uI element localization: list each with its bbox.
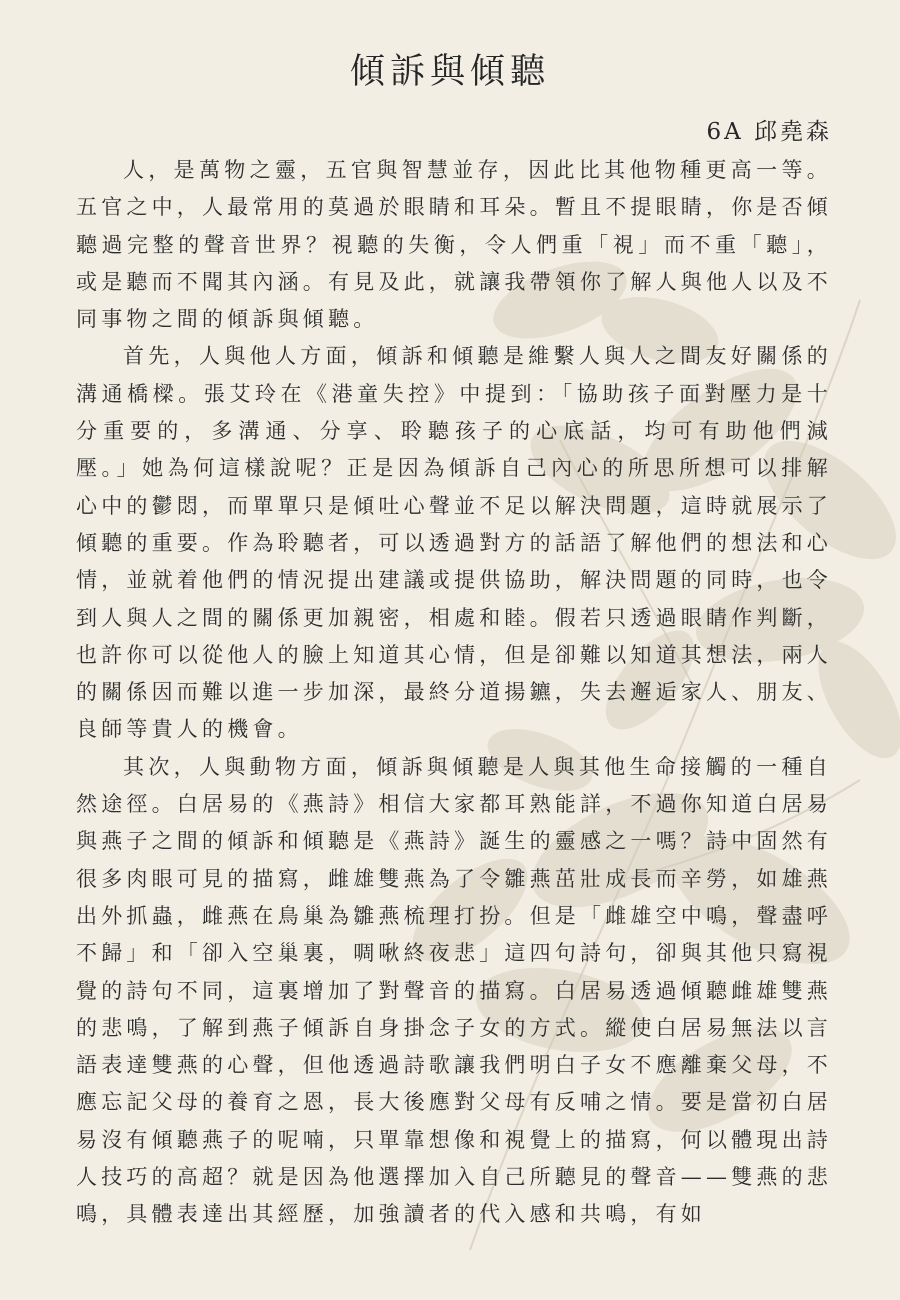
paragraph-2: 首先，人與他人方面，傾訴和傾聽是維繫人與人之間友好關係的溝通橋樑。張艾玲在《港童失控》中提到：「協助孩子面對壓力是十分重要的，多溝通、分享、聆聽孩子的心底話，均可有助他們減壓。」她為何這樣說呢？正是因為傾訴自己內心的所思所想可以排解心中的鬱悶，而單單只是傾吐心聲並不足以解決問題，這時就展示了傾聽的重要。作為聆聽者，可以透過對方的話語了解他們的想法和心情，並就着他們的情況提出建議或提供協助，解決問題的同時，也令到人與人之間的關係更加親密，相處和睦。假若只透過眼睛作判斷，也許你可以從他人的臉上知道其心情，但是卻難以知道其想法，兩人的關係因而難以進一步加深，最終分道揚鑣，失去邂逅家人、朋友、良師等貴人的機會。 bbox=[76, 344, 832, 742]
essay-title: 傾訴與傾聽 bbox=[349, 52, 550, 92]
paragraph-1: 人，是萬物之靈，五官與智慧並存，因此比其他物種更高一等。五官之中，人最常用的莫過於眼睛和耳朵。暫且不提眼睛，你是否傾聽過完整的聲音世界？視聽的失衡，令人們重「視」而不重「聽」，或是聽而不聞其內涵。有見及此，就讓我帶領你了解人與他人以及不同事物之間的傾訴與傾聽。 bbox=[76, 158, 832, 332]
paragraph-3: 其次，人與動物方面，傾訴與傾聽是人與其他生命接觸的一種自然途徑。白居易的《燕詩》相信大家都耳熟能詳，不過你知道白居易與燕子之間的傾訴和傾聽是《燕詩》誕生的靈感之一嗎？詩中固然有很多肉眼可見的描寫，雌雄雙燕為了令雛燕茁壯成長而辛勞，如雄燕出外抓蟲，雌燕在鳥巢為雛燕梳理打扮。但是「雌雄空中鳴，聲盡呼不歸」和「卻入空巢裏，啁啾終夜悲」這四句詩句，卻與其他只寫視覺的詩句不同，這裏增加了對聲音的描寫。白居易透過傾聽雌雄雙燕的悲鳴，了解到燕子傾訴自身掛念子女的方式。縱使白居易無法以言語表達雙燕的心聲，但他透過詩歌讓我們明白子女不應離棄父母，不應忘記父母的養育之恩，長大後應對父母有反哺之情。要是當初白居易沒有傾聽燕子的呢喃，只單靠想像和視覺上的描寫，何以體現出詩人技巧的高超？就是因為他選擇加入自己所聽見的聲音——雙燕的悲鳴，具體表達出其經歷，加強讀者的代入感和共鳴，有如 bbox=[76, 754, 832, 1227]
essay-body bbox=[76, 152, 832, 1234]
author-line: 6A 邱堯森 bbox=[706, 119, 832, 145]
